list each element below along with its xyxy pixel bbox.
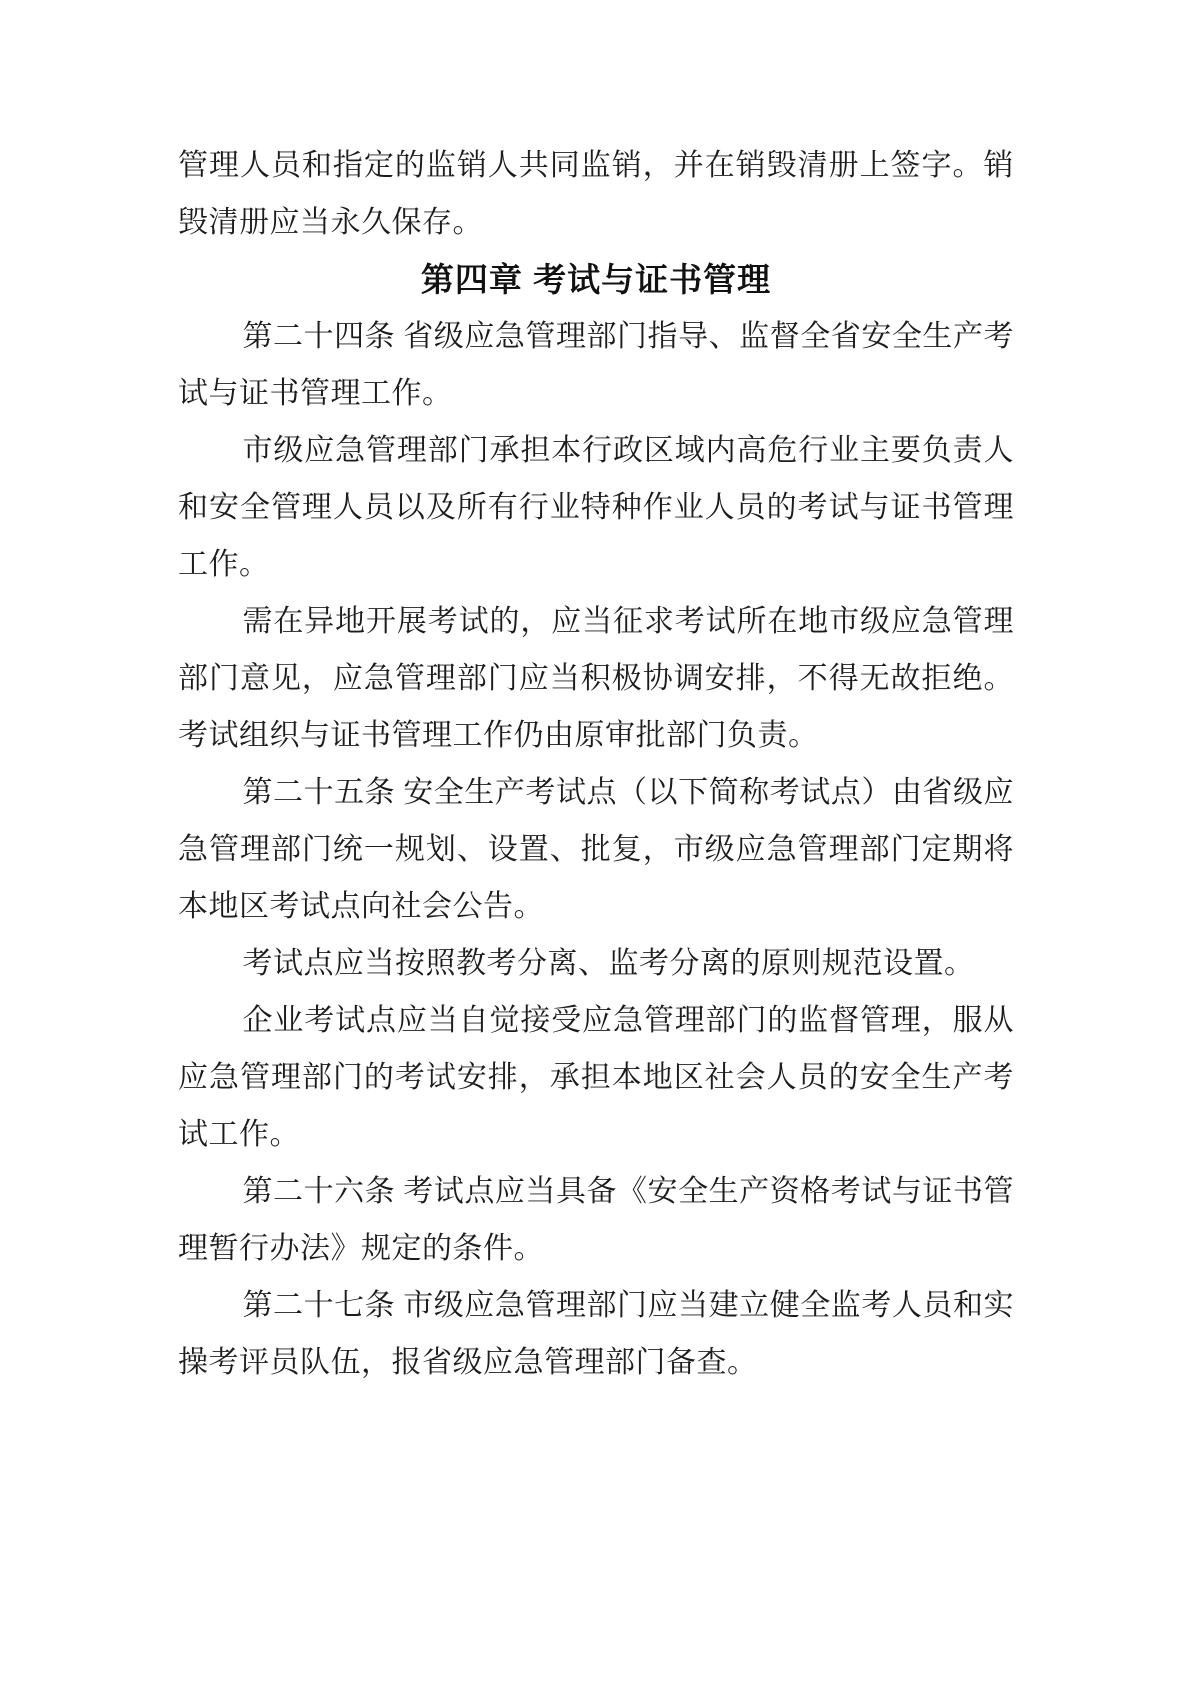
chapter-heading: 第四章 考试与证书管理 — [420, 261, 772, 298]
paragraph-article-25-clause-3: 企业考试点应当自觉接受应急管理部门的监督管理，服从应急管理部门的考试安排，承担本地区社会人员的安全生产考试工作。 — [178, 1004, 1014, 1151]
paragraph-article-24: 第二十四条 省级应急管理部门指导、监督全省安全生产考试与证书管理工作。 — [178, 320, 1014, 410]
paragraph-article-26: 第二十六条 考试点应当具备《安全生产资格考试与证书管理暂行办法》规定的条件。 — [178, 1175, 1014, 1265]
paragraph-article-27: 第二十七条 市级应急管理部门应当建立健全监考人员和实操考评员队伍，报省级应急管理部门备查。 — [178, 1289, 1014, 1379]
paragraph-continuation: 管理人员和指定的监销人共同监销，并在销毁清册上签字。销毁清册应当永久保存。 — [178, 149, 1014, 239]
paragraph-article-24-clause-3: 需在异地开展考试的，应当征求考试所在地市级应急管理部门意见，应急管理部门应当积极协调安排，不得无故拒绝。考试组织与证书管理工作仍由原审批部门负责。 — [178, 605, 1014, 752]
paragraph-article-25-clause-2: 考试点应当按照教考分离、监考分离的原则规范设置。 — [242, 947, 975, 980]
paragraph-article-24-clause-2: 市级应急管理部门承担本行政区域内高危行业主要负责人和安全管理人员以及所有行业特种作业人员的考试与证书管理工作。 — [178, 434, 1014, 581]
paragraph-article-25: 第二十五条 安全生产考试点（以下简称考试点）由省级应急管理部门统一规划、设置、批复，市级应急管理部门定期将本地区考试点向社会公告。 — [178, 776, 1014, 923]
